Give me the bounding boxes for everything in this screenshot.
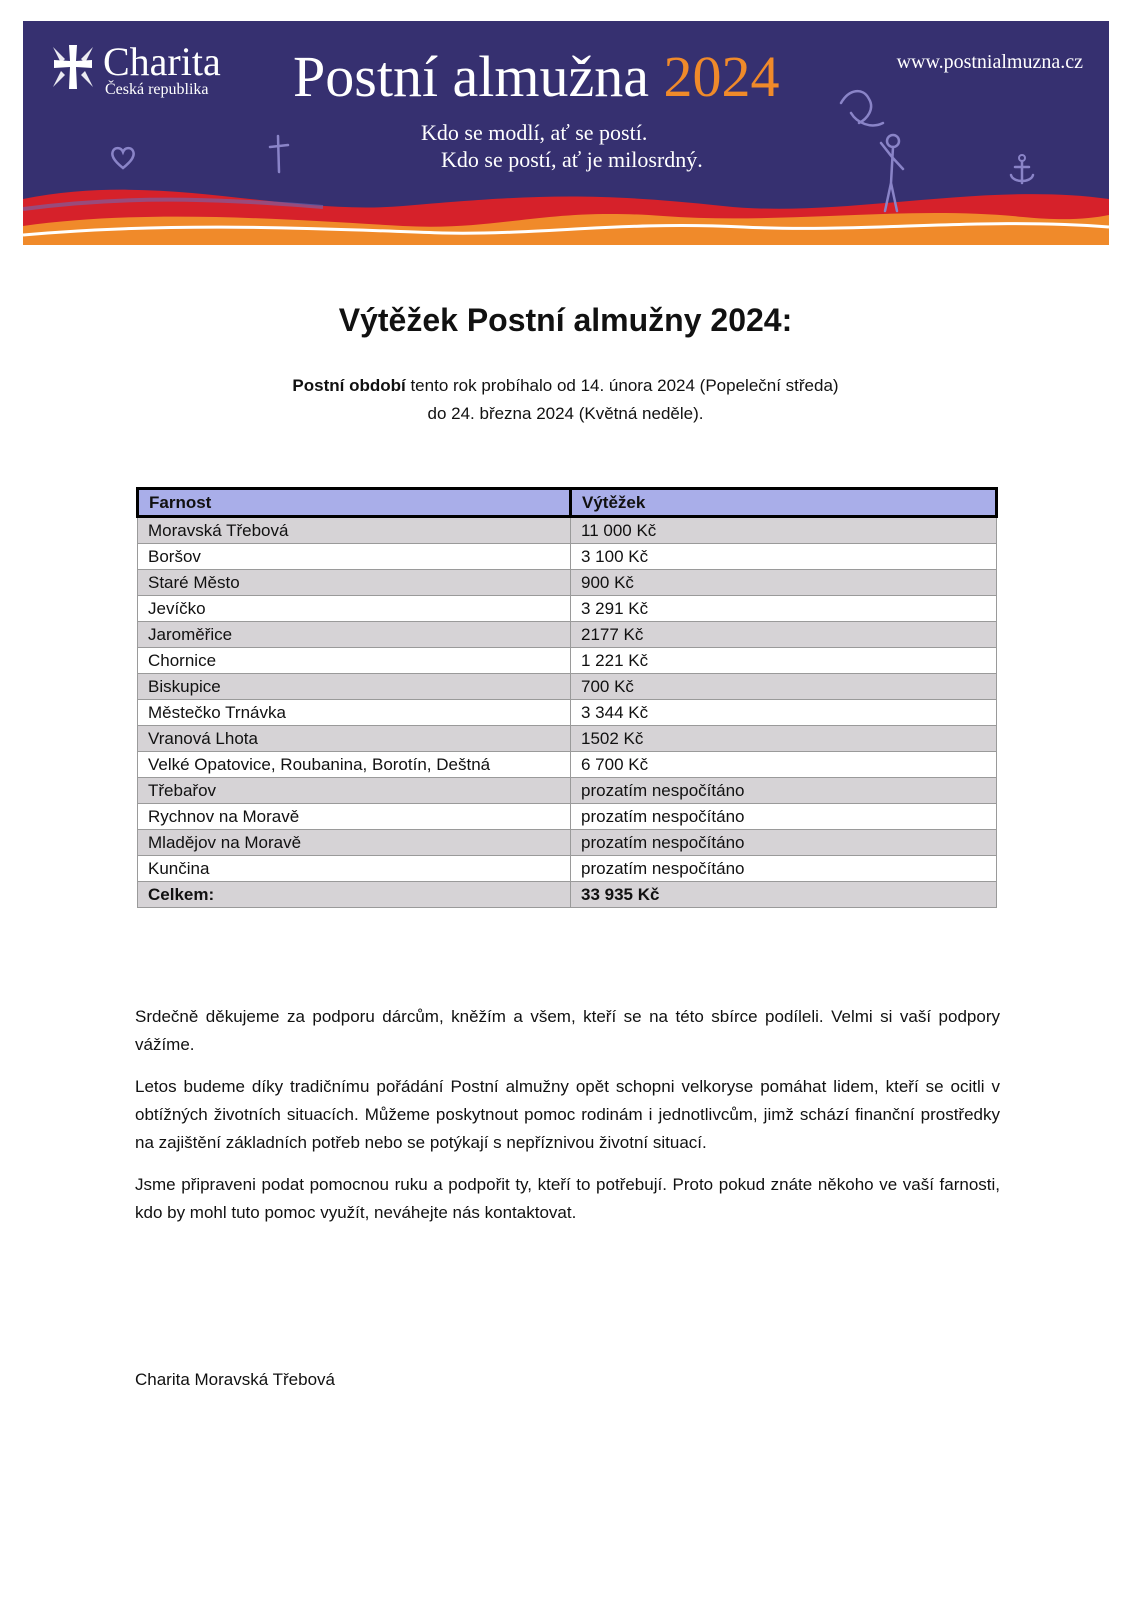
motto-line-1: Kdo se modlí, ať se postí. [421, 120, 648, 145]
intro-bold: Postní období [292, 376, 406, 395]
cell-farnost: Kunčina [138, 856, 571, 882]
total-label: Celkem: [138, 882, 571, 908]
charita-logo [49, 39, 221, 99]
cell-vytezek: prozatím nespočítáno [571, 778, 997, 804]
cell-vytezek: 1502 Kč [571, 726, 997, 752]
cell-farnost: Boršov [138, 544, 571, 570]
cell-farnost: Třebařov [138, 778, 571, 804]
table-row [138, 726, 997, 752]
table-row [138, 778, 997, 804]
cell-vytezek: 3 291 Kč [571, 596, 997, 622]
helping-hand-figure-icon [831, 83, 911, 213]
table-body [138, 517, 997, 882]
logo-name: Charita [103, 39, 221, 84]
cell-vytezek: 6 700 Kč [571, 752, 997, 778]
table-row [138, 596, 997, 622]
header-farnost: Farnost [138, 489, 571, 517]
header-banner [23, 21, 1109, 245]
table-row [138, 674, 997, 700]
cell-vytezek: 700 Kč [571, 674, 997, 700]
banner-motto [421, 119, 703, 173]
heart-icon [109, 145, 137, 171]
cell-farnost: Rychnov na Moravě [138, 804, 571, 830]
header-vytezek: Výtěžek [571, 489, 997, 517]
paragraph: Letos budeme díky tradičnímu pořádání Postní almužny opět schopni velkoryse pomáhat lidem, kteří se ocitli v obtížných životních situacích. Můžeme poskytnout pomoc rodinám i jednotlivcům, jimž schází finanční prostředky na zajištění základních potřeb nebo se potýkají s nepříznivou životní situací. [135, 1077, 1000, 1152]
cross-icon [267, 134, 291, 174]
table-row [138, 570, 997, 596]
signature: Charita Moravská Třebová [135, 1370, 335, 1389]
cell-vytezek: 900 Kč [571, 570, 997, 596]
motto-line-2: Kdo se postí, ať je milosrdný. [441, 147, 703, 172]
intro-line-1 [0, 372, 1131, 400]
table-row [138, 830, 997, 856]
cell-vytezek: prozatím nespočítáno [571, 830, 997, 856]
cell-farnost: Moravská Třebová [138, 517, 571, 544]
table-row [138, 544, 997, 570]
table-header-row [138, 489, 997, 517]
cell-farnost: Mladějov na Moravě [138, 830, 571, 856]
charita-cross-icon [49, 43, 97, 91]
results-table [136, 487, 998, 908]
intro-rest: tento rok probíhalo od 14. února 2024 (Popeleční středa) [405, 376, 839, 395]
table-row [138, 752, 997, 778]
banner-title [293, 43, 780, 110]
cell-vytezek: 3 344 Kč [571, 700, 997, 726]
paragraph: Jsme připraveni podat pomocnou ruku a podpořit ty, kteří to potřebují. Proto pokud znáte někoho ve vaší farnosti, kdo by mohl tuto pomoc využít, neváhejte nás kontaktovat. [135, 1175, 1000, 1222]
cell-farnost: Městečko Trnávka [138, 700, 571, 726]
table-row [138, 856, 997, 882]
cell-farnost: Biskupice [138, 674, 571, 700]
intro-line-2: do 24. března 2024 (Květná neděle). [427, 404, 704, 423]
cell-vytezek: 1 221 Kč [571, 648, 997, 674]
logo-subtitle: Česká republika [105, 81, 209, 98]
body-text [135, 1003, 1000, 1241]
cell-farnost: Vranová Lhota [138, 726, 571, 752]
cell-farnost: Velké Opatovice, Roubanina, Borotín, Deštná [138, 752, 571, 778]
page-title: Výtěžek Postní almužny 2024: [338, 302, 793, 338]
cell-farnost: Staré Město [138, 570, 571, 596]
cell-vytezek: 11 000 Kč [571, 517, 997, 544]
cell-vytezek: 3 100 Kč [571, 544, 997, 570]
intro-text [0, 372, 1131, 428]
anchor-icon [1007, 153, 1037, 187]
paragraph: Srdečně děkujeme za podporu dárcům, kněžím a všem, kteří se na této sbírce podíleli. Velmi si vaší podpory vážíme. [135, 1007, 1000, 1054]
table-row [138, 648, 997, 674]
banner-title-main: Postní almužna [293, 44, 650, 109]
table-row [138, 804, 997, 830]
table-row [138, 622, 997, 648]
cell-farnost: Chornice [138, 648, 571, 674]
cell-vytezek: prozatím nespočítáno [571, 804, 997, 830]
cell-vytezek: prozatím nespočítáno [571, 856, 997, 882]
cell-farnost: Jaroměřice [138, 622, 571, 648]
banner-url: www.postnialmuzna.cz [896, 51, 1083, 73]
cell-farnost: Jevíčko [138, 596, 571, 622]
table-total-row [138, 882, 997, 908]
table-row [138, 700, 997, 726]
table-row [138, 517, 997, 544]
cell-vytezek: 2177 Kč [571, 622, 997, 648]
total-value: 33 935 Kč [571, 882, 997, 908]
banner-title-year: 2024 [663, 44, 780, 109]
